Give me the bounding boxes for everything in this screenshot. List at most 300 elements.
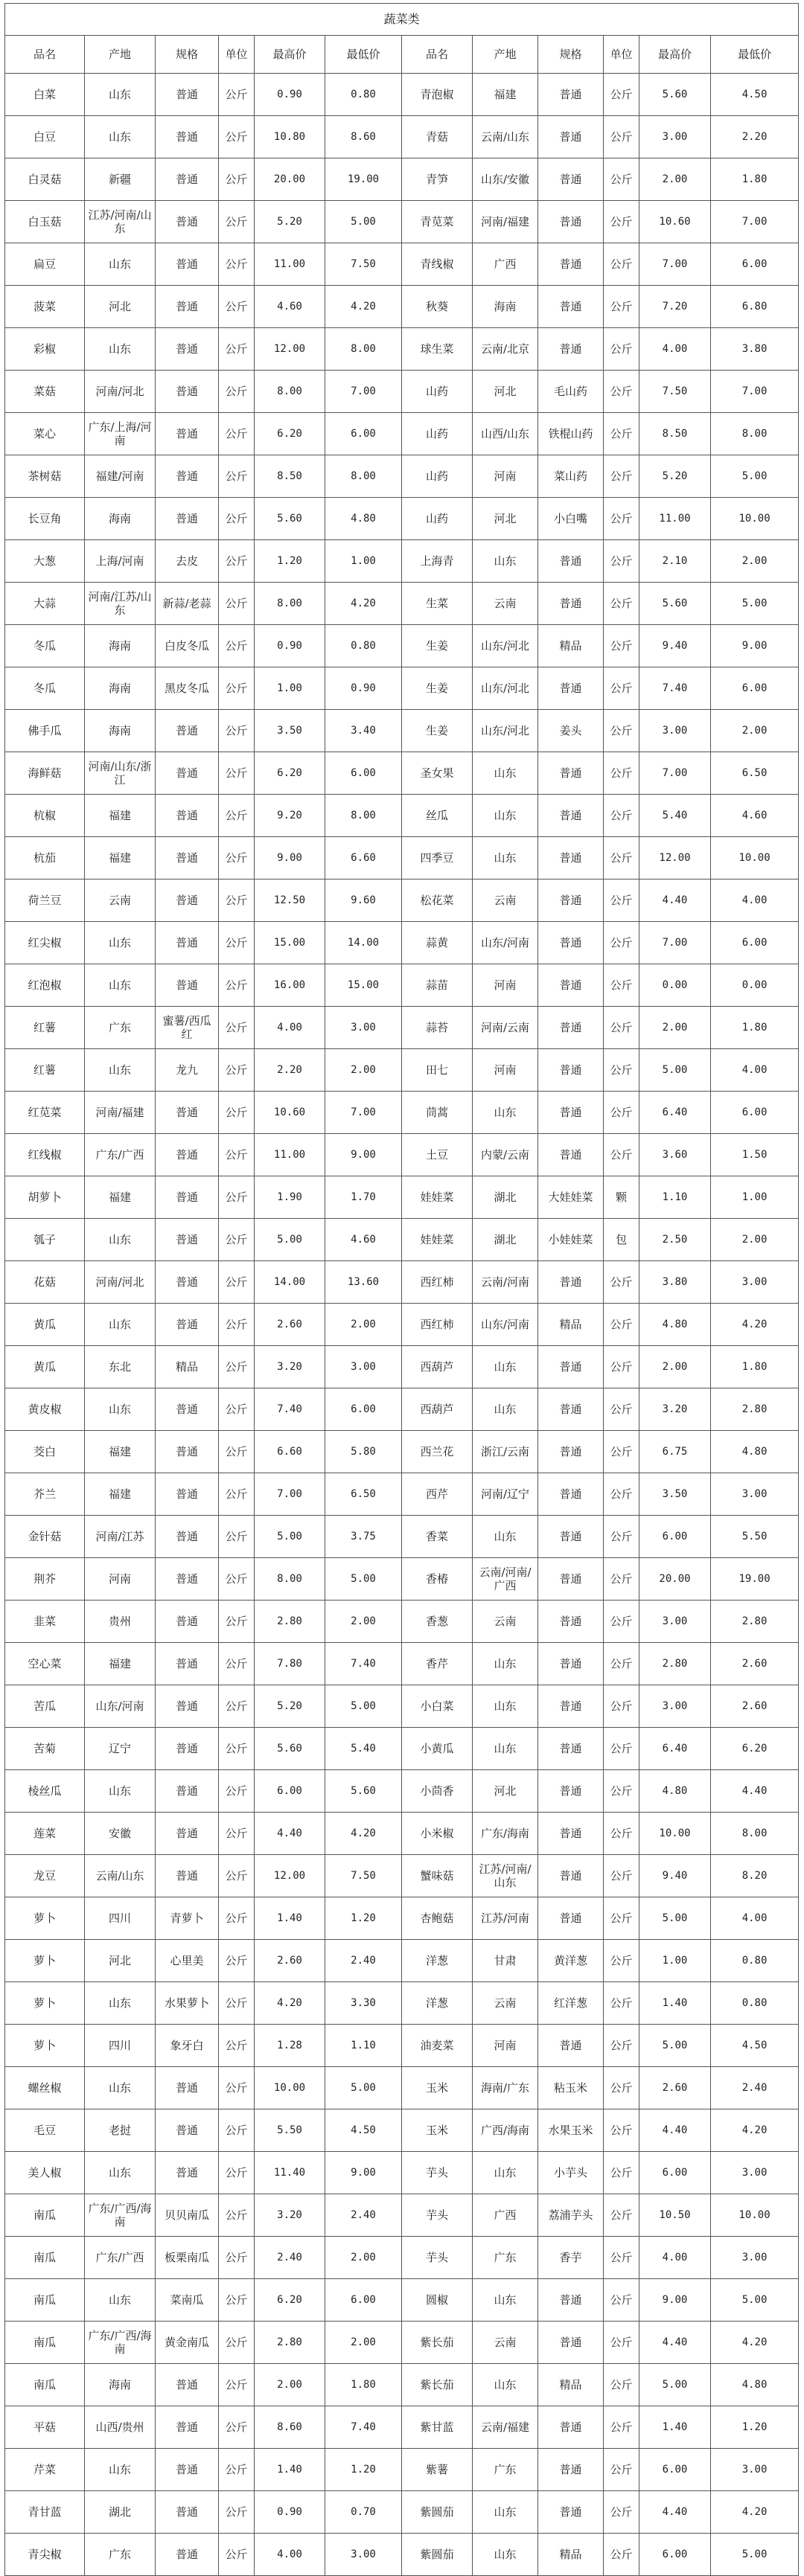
left-max-price-cell: 2.60 <box>255 1304 325 1346</box>
left-unit-cell: 公斤 <box>219 413 255 455</box>
left-origin-cell: 广东/广西 <box>85 2237 156 2279</box>
left-min-price-cell: 2.00 <box>325 1304 402 1346</box>
table-row <box>5 1643 799 1685</box>
table-row <box>5 2406 799 2449</box>
right-max-price-cell: 9.40 <box>639 625 711 667</box>
right-min-price-cell: 5.00 <box>711 2534 799 2576</box>
right-origin-cell: 云南 <box>473 880 538 922</box>
left-max-price-cell: 2.40 <box>255 2237 325 2279</box>
left-origin-cell: 新疆 <box>85 158 156 201</box>
right-spec-cell: 姜头 <box>538 710 604 752</box>
right-origin-cell: 福建 <box>473 74 538 116</box>
left-spec-cell: 普通 <box>156 710 219 752</box>
right-unit-cell: 公斤 <box>604 710 639 752</box>
left-max-price-cell: 20.00 <box>255 158 325 201</box>
left-unit-cell: 公斤 <box>219 2449 255 2491</box>
left-unit-cell: 公斤 <box>219 1219 255 1261</box>
left-origin-cell: 云南 <box>85 880 156 922</box>
right-max-price-cell: 3.60 <box>639 1134 711 1176</box>
right-max-price-cell: 7.00 <box>639 752 711 795</box>
left-unit-cell: 公斤 <box>219 243 255 286</box>
right-min-price-cell: 4.80 <box>711 2364 799 2406</box>
right-name-cell: 西葫芦 <box>402 1346 473 1388</box>
right-name-cell: 小黄瓜 <box>402 1728 473 1770</box>
right-max-price-cell: 4.40 <box>639 880 711 922</box>
left-unit-cell: 公斤 <box>219 2025 255 2067</box>
right-origin-cell: 山东/河北 <box>473 625 538 667</box>
right-name-cell: 茼蒿 <box>402 1092 473 1134</box>
left-min-price-cell: 14.00 <box>325 922 402 964</box>
right-unit-cell: 公斤 <box>604 1261 639 1304</box>
left-name-cell: 红线椒 <box>5 1134 85 1176</box>
left-name-cell: 苦瓜 <box>5 1685 85 1728</box>
right-origin-cell: 广东 <box>473 2237 538 2279</box>
left-min-price-cell: 4.20 <box>325 583 402 625</box>
left-unit-cell: 公斤 <box>219 2109 255 2152</box>
left-min-price-cell: 1.20 <box>325 2449 402 2491</box>
right-unit-cell: 公斤 <box>604 2067 639 2109</box>
left-spec-cell: 普通 <box>156 1261 219 1304</box>
right-min-price-cell: 3.00 <box>711 2237 799 2279</box>
right-min-price-cell: 2.20 <box>711 116 799 158</box>
right-origin-cell: 山东/河南 <box>473 922 538 964</box>
left-spec-cell: 普通 <box>156 1176 219 1219</box>
left-min-price-cell: 1.20 <box>325 1897 402 1940</box>
col-header: 最低价 <box>711 36 799 74</box>
right-max-price-cell: 2.00 <box>639 1346 711 1388</box>
left-spec-cell: 普通 <box>156 498 219 540</box>
left-name-cell: 白豆 <box>5 116 85 158</box>
left-spec-cell: 普通 <box>156 413 219 455</box>
right-max-price-cell: 6.00 <box>639 2449 711 2491</box>
col-header: 规格 <box>156 36 219 74</box>
left-origin-cell: 山东 <box>85 328 156 371</box>
right-unit-cell: 公斤 <box>604 286 639 328</box>
left-spec-cell: 普通 <box>156 2534 219 2576</box>
right-unit-cell: 公斤 <box>604 1813 639 1855</box>
left-min-price-cell: 5.00 <box>325 1558 402 1601</box>
right-unit-cell: 公斤 <box>604 752 639 795</box>
left-spec-cell: 普通 <box>156 1770 219 1813</box>
left-max-price-cell: 10.80 <box>255 116 325 158</box>
right-unit-cell: 公斤 <box>604 795 639 837</box>
left-name-cell: 红泡椒 <box>5 964 85 1007</box>
right-spec-cell: 精品 <box>538 625 604 667</box>
left-origin-cell: 福建 <box>85 1643 156 1685</box>
right-unit-cell: 公斤 <box>604 2279 639 2322</box>
left-min-price-cell: 6.00 <box>325 752 402 795</box>
right-unit-cell: 公斤 <box>604 1770 639 1813</box>
table-row <box>5 116 799 158</box>
left-origin-cell: 河南/福建 <box>85 1092 156 1134</box>
right-spec-cell: 粘玉米 <box>538 2067 604 2109</box>
right-max-price-cell: 6.00 <box>639 2152 711 2194</box>
right-min-price-cell: 4.50 <box>711 74 799 116</box>
left-spec-cell: 普通 <box>156 1601 219 1643</box>
right-max-price-cell: 4.00 <box>639 2237 711 2279</box>
left-max-price-cell: 2.00 <box>255 2364 325 2406</box>
right-name-cell: 紫薯 <box>402 2449 473 2491</box>
left-origin-cell: 海南 <box>85 498 156 540</box>
left-unit-cell: 公斤 <box>219 2279 255 2322</box>
left-min-price-cell: 4.60 <box>325 1219 402 1261</box>
right-unit-cell: 公斤 <box>604 667 639 710</box>
left-name-cell: 佛手瓜 <box>5 710 85 752</box>
left-unit-cell: 公斤 <box>219 371 255 413</box>
right-unit-cell: 公斤 <box>604 413 639 455</box>
left-min-price-cell: 1.10 <box>325 2025 402 2067</box>
left-origin-cell: 山东 <box>85 1304 156 1346</box>
right-origin-cell: 山东 <box>473 752 538 795</box>
left-spec-cell: 普通 <box>156 74 219 116</box>
table-row <box>5 2279 799 2322</box>
right-max-price-cell: 7.40 <box>639 667 711 710</box>
right-spec-cell: 普通 <box>538 752 604 795</box>
left-origin-cell: 山东 <box>85 243 156 286</box>
right-unit-cell: 公斤 <box>604 201 639 243</box>
table-row <box>5 2534 799 2576</box>
left-name-cell: 大蒜 <box>5 583 85 625</box>
left-max-price-cell: 15.00 <box>255 922 325 964</box>
right-unit-cell: 公斤 <box>604 1855 639 1897</box>
left-origin-cell: 山东 <box>85 2152 156 2194</box>
left-name-cell: 红尖椒 <box>5 922 85 964</box>
left-unit-cell: 公斤 <box>219 583 255 625</box>
right-spec-cell: 普通 <box>538 2025 604 2067</box>
left-spec-cell: 普通 <box>156 1134 219 1176</box>
left-min-price-cell: 5.60 <box>325 1770 402 1813</box>
left-origin-cell: 上海/河南 <box>85 540 156 583</box>
right-min-price-cell: 5.00 <box>711 2279 799 2322</box>
right-name-cell: 紫圆茄 <box>402 2534 473 2576</box>
right-unit-cell: 公斤 <box>604 1304 639 1346</box>
right-origin-cell: 湖北 <box>473 1219 538 1261</box>
right-origin-cell: 山东/河北 <box>473 710 538 752</box>
left-min-price-cell: 15.00 <box>325 964 402 1007</box>
right-name-cell: 生姜 <box>402 710 473 752</box>
left-unit-cell: 公斤 <box>219 964 255 1007</box>
left-min-price-cell: 2.00 <box>325 1049 402 1092</box>
right-min-price-cell: 4.40 <box>711 1770 799 1813</box>
left-spec-cell: 心里美 <box>156 1940 219 1982</box>
left-origin-cell: 海南 <box>85 667 156 710</box>
left-unit-cell: 公斤 <box>219 2067 255 2109</box>
right-origin-cell: 山东 <box>473 1092 538 1134</box>
right-name-cell: 生姜 <box>402 667 473 710</box>
left-spec-cell: 普通 <box>156 1092 219 1134</box>
left-name-cell: 菠菜 <box>5 286 85 328</box>
right-min-price-cell: 6.00 <box>711 1092 799 1134</box>
left-spec-cell: 普通 <box>156 1728 219 1770</box>
left-max-price-cell: 3.20 <box>255 2194 325 2237</box>
col-header: 单位 <box>604 36 639 74</box>
left-spec-cell: 普通 <box>156 752 219 795</box>
right-unit-cell: 公斤 <box>604 1346 639 1388</box>
left-origin-cell: 福建 <box>85 795 156 837</box>
table-row <box>5 625 799 667</box>
right-unit-cell: 公斤 <box>604 328 639 371</box>
right-max-price-cell: 6.75 <box>639 1431 711 1473</box>
right-name-cell: 西兰花 <box>402 1431 473 1473</box>
left-spec-cell: 白皮冬瓜 <box>156 625 219 667</box>
right-spec-cell: 普通 <box>538 880 604 922</box>
left-name-cell: 冬瓜 <box>5 667 85 710</box>
left-origin-cell: 广东/广西/海南 <box>85 2194 156 2237</box>
left-origin-cell: 海南 <box>85 710 156 752</box>
right-origin-cell: 云南 <box>473 2322 538 2364</box>
left-max-price-cell: 2.80 <box>255 2322 325 2364</box>
right-max-price-cell: 2.00 <box>639 158 711 201</box>
right-max-price-cell: 6.40 <box>639 1728 711 1770</box>
left-name-cell: 毛豆 <box>5 2109 85 2152</box>
left-max-price-cell: 12.50 <box>255 880 325 922</box>
left-origin-cell: 湖北 <box>85 2491 156 2534</box>
right-max-price-cell: 5.00 <box>639 2025 711 2067</box>
left-spec-cell: 普通 <box>156 328 219 371</box>
right-origin-cell: 山东 <box>473 1388 538 1431</box>
price-sheet <box>4 3 798 2576</box>
right-max-price-cell: 2.00 <box>639 1007 711 1049</box>
left-unit-cell: 公斤 <box>219 625 255 667</box>
left-spec-cell: 精品 <box>156 1346 219 1388</box>
right-name-cell: 球生菜 <box>402 328 473 371</box>
left-origin-cell: 福建/河南 <box>85 455 156 498</box>
left-origin-cell: 福建 <box>85 1473 156 1516</box>
left-origin-cell: 海南 <box>85 625 156 667</box>
right-name-cell: 紫长茄 <box>402 2364 473 2406</box>
right-unit-cell: 公斤 <box>604 540 639 583</box>
right-unit-cell: 公斤 <box>604 880 639 922</box>
left-name-cell: 白灵菇 <box>5 158 85 201</box>
left-max-price-cell: 10.00 <box>255 2067 325 2109</box>
right-min-price-cell: 6.00 <box>711 922 799 964</box>
right-unit-cell: 公斤 <box>604 2109 639 2152</box>
right-origin-cell: 山东/安徽 <box>473 158 538 201</box>
left-spec-cell: 普通 <box>156 795 219 837</box>
right-unit-cell: 颗 <box>604 1176 639 1219</box>
left-origin-cell: 广东 <box>85 2534 156 2576</box>
left-min-price-cell: 8.60 <box>325 116 402 158</box>
col-header: 规格 <box>538 36 604 74</box>
right-max-price-cell: 5.60 <box>639 583 711 625</box>
left-max-price-cell: 2.60 <box>255 1940 325 1982</box>
right-origin-cell: 山西/山东 <box>473 413 538 455</box>
right-max-price-cell: 7.00 <box>639 922 711 964</box>
right-name-cell: 紫长茄 <box>402 2322 473 2364</box>
right-spec-cell: 普通 <box>538 1813 604 1855</box>
left-spec-cell: 普通 <box>156 1685 219 1728</box>
left-min-price-cell: 3.00 <box>325 1007 402 1049</box>
right-min-price-cell: 3.00 <box>711 1261 799 1304</box>
right-min-price-cell: 9.00 <box>711 625 799 667</box>
left-max-price-cell: 6.20 <box>255 2279 325 2322</box>
left-origin-cell: 东北 <box>85 1346 156 1388</box>
left-max-price-cell: 4.60 <box>255 286 325 328</box>
right-name-cell: 松花菜 <box>402 880 473 922</box>
left-origin-cell: 河南/江苏/山东 <box>85 583 156 625</box>
left-max-price-cell: 3.20 <box>255 1346 325 1388</box>
col-header: 产地 <box>473 36 538 74</box>
right-origin-cell: 山东 <box>473 1643 538 1685</box>
right-max-price-cell: 3.20 <box>639 1388 711 1431</box>
right-name-cell: 紫圆茄 <box>402 2491 473 2534</box>
table-row <box>5 2364 799 2406</box>
left-min-price-cell: 4.80 <box>325 498 402 540</box>
left-origin-cell: 四川 <box>85 1897 156 1940</box>
right-spec-cell: 普通 <box>538 1007 604 1049</box>
left-min-price-cell: 4.50 <box>325 2109 402 2152</box>
right-spec-cell: 普通 <box>538 116 604 158</box>
right-unit-cell: 公斤 <box>604 1134 639 1176</box>
right-spec-cell: 普通 <box>538 922 604 964</box>
right-name-cell: 秋葵 <box>402 286 473 328</box>
left-unit-cell: 公斤 <box>219 1728 255 1770</box>
left-unit-cell: 公斤 <box>219 1685 255 1728</box>
left-name-cell: 芹菜 <box>5 2449 85 2491</box>
right-origin-cell: 广东 <box>473 2449 538 2491</box>
right-spec-cell: 普通 <box>538 837 604 880</box>
right-name-cell: 青笋 <box>402 158 473 201</box>
left-spec-cell: 普通 <box>156 2491 219 2534</box>
left-min-price-cell: 3.30 <box>325 1982 402 2025</box>
right-spec-cell: 普通 <box>538 1728 604 1770</box>
left-min-price-cell: 4.20 <box>325 1813 402 1855</box>
right-spec-cell: 小芋头 <box>538 2152 604 2194</box>
left-spec-cell: 普通 <box>156 243 219 286</box>
right-name-cell: 芋头 <box>402 2194 473 2237</box>
table-row <box>5 243 799 286</box>
left-name-cell: 杭茄 <box>5 837 85 880</box>
left-min-price-cell: 1.70 <box>325 1176 402 1219</box>
left-origin-cell: 山东 <box>85 1219 156 1261</box>
left-origin-cell: 河南/山东/浙江 <box>85 752 156 795</box>
right-spec-cell: 精品 <box>538 1304 604 1346</box>
table-row <box>5 1897 799 1940</box>
right-origin-cell: 云南/福建 <box>473 2406 538 2449</box>
right-max-price-cell: 6.40 <box>639 1092 711 1134</box>
right-name-cell: 玉米 <box>402 2109 473 2152</box>
left-max-price-cell: 8.50 <box>255 455 325 498</box>
right-origin-cell: 山东 <box>473 1728 538 1770</box>
left-name-cell: 大葱 <box>5 540 85 583</box>
left-origin-cell: 安徽 <box>85 1813 156 1855</box>
right-name-cell: 芋头 <box>402 2237 473 2279</box>
left-name-cell: 南瓜 <box>5 2194 85 2237</box>
left-unit-cell: 公斤 <box>219 2534 255 2576</box>
right-min-price-cell: 5.00 <box>711 455 799 498</box>
right-origin-cell: 河南/福建 <box>473 201 538 243</box>
left-min-price-cell: 9.60 <box>325 880 402 922</box>
left-unit-cell: 公斤 <box>219 1897 255 1940</box>
right-name-cell: 西红柿 <box>402 1304 473 1346</box>
table-row <box>5 922 799 964</box>
right-origin-cell: 河北 <box>473 498 538 540</box>
table-row <box>5 1813 799 1855</box>
right-max-price-cell: 1.40 <box>639 2406 711 2449</box>
right-min-price-cell: 2.40 <box>711 2067 799 2109</box>
right-min-price-cell: 4.20 <box>711 2322 799 2364</box>
right-unit-cell: 公斤 <box>604 2237 639 2279</box>
left-max-price-cell: 1.40 <box>255 2449 325 2491</box>
right-spec-cell: 普通 <box>538 1049 604 1092</box>
left-unit-cell: 公斤 <box>219 1304 255 1346</box>
left-max-price-cell: 14.00 <box>255 1261 325 1304</box>
left-max-price-cell: 5.60 <box>255 498 325 540</box>
right-spec-cell: 普通 <box>538 328 604 371</box>
table-title: 蔬菜类 <box>5 4 799 36</box>
left-max-price-cell: 5.60 <box>255 1728 325 1770</box>
right-max-price-cell: 5.40 <box>639 795 711 837</box>
left-origin-cell: 福建 <box>85 1431 156 1473</box>
right-origin-cell: 河南 <box>473 2025 538 2067</box>
right-spec-cell: 普通 <box>538 667 604 710</box>
left-max-price-cell: 6.20 <box>255 752 325 795</box>
right-min-price-cell: 6.00 <box>711 667 799 710</box>
right-min-price-cell: 1.80 <box>711 158 799 201</box>
table-row <box>5 2237 799 2279</box>
right-min-price-cell: 2.80 <box>711 1601 799 1643</box>
left-name-cell: 黄瓜 <box>5 1346 85 1388</box>
right-min-price-cell: 19.00 <box>711 1558 799 1601</box>
left-min-price-cell: 8.00 <box>325 795 402 837</box>
left-max-price-cell: 16.00 <box>255 964 325 1007</box>
right-max-price-cell: 12.00 <box>639 837 711 880</box>
table-row <box>5 1431 799 1473</box>
table-row <box>5 2109 799 2152</box>
left-spec-cell: 菜南瓜 <box>156 2279 219 2322</box>
right-spec-cell: 普通 <box>538 1388 604 1431</box>
left-max-price-cell: 2.80 <box>255 1601 325 1643</box>
table-row <box>5 2194 799 2237</box>
table-title-row <box>5 4 799 36</box>
right-spec-cell: 普通 <box>538 74 604 116</box>
right-name-cell: 香芹 <box>402 1643 473 1685</box>
left-origin-cell: 山西/贵州 <box>85 2406 156 2449</box>
left-spec-cell: 普通 <box>156 2109 219 2152</box>
left-max-price-cell: 7.00 <box>255 1473 325 1516</box>
right-max-price-cell: 1.00 <box>639 1940 711 1982</box>
left-max-price-cell: 3.50 <box>255 710 325 752</box>
table-row <box>5 1092 799 1134</box>
table-row <box>5 158 799 201</box>
right-unit-cell: 公斤 <box>604 1388 639 1431</box>
right-unit-cell: 公斤 <box>604 964 639 1007</box>
left-name-cell: 扁豆 <box>5 243 85 286</box>
left-name-cell: 茭白 <box>5 1431 85 1473</box>
right-unit-cell: 公斤 <box>604 1049 639 1092</box>
table-row <box>5 2491 799 2534</box>
header-row <box>5 36 799 74</box>
left-spec-cell: 普通 <box>156 201 219 243</box>
right-name-cell: 香椿 <box>402 1558 473 1601</box>
left-max-price-cell: 1.00 <box>255 667 325 710</box>
right-spec-cell: 普通 <box>538 1261 604 1304</box>
left-min-price-cell: 2.00 <box>325 1601 402 1643</box>
right-unit-cell: 公斤 <box>604 2194 639 2237</box>
left-max-price-cell: 1.90 <box>255 1176 325 1219</box>
left-min-price-cell: 3.00 <box>325 1346 402 1388</box>
right-spec-cell: 香芋 <box>538 2237 604 2279</box>
left-unit-cell: 公斤 <box>219 1007 255 1049</box>
left-name-cell: 螺丝椒 <box>5 2067 85 2109</box>
right-max-price-cell: 7.50 <box>639 371 711 413</box>
right-min-price-cell: 0.80 <box>711 1940 799 1982</box>
left-unit-cell: 公斤 <box>219 2152 255 2194</box>
right-min-price-cell: 6.50 <box>711 752 799 795</box>
left-max-price-cell: 4.00 <box>255 1007 325 1049</box>
right-spec-cell: 普通 <box>538 1770 604 1813</box>
right-min-price-cell: 10.00 <box>711 498 799 540</box>
